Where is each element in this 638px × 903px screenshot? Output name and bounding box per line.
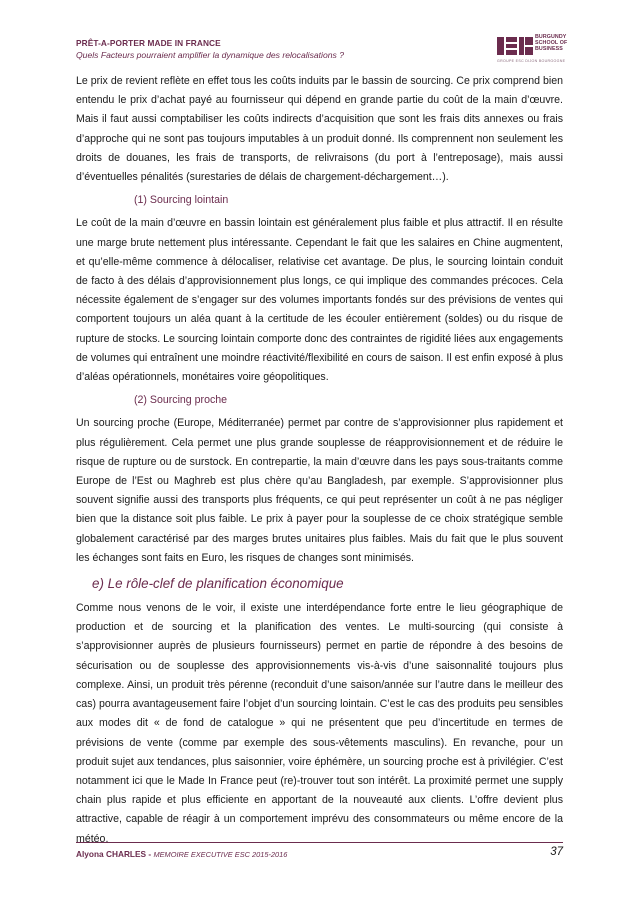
bsb-logo-mark-icon: [497, 35, 533, 57]
footer-author: Alyona CHARLES: [76, 849, 147, 859]
footer-divider: [76, 842, 563, 843]
subheading-sourcing-lointain: (1) Sourcing lointain: [134, 194, 229, 207]
section-title-planification: e) Le rôle-clef de planification économique: [92, 576, 344, 592]
logo-line-3: BUSINESS: [535, 46, 563, 53]
header-title: PRÊT-A-PORTER MADE IN FRANCE: [76, 38, 221, 48]
logo-wordmark: [535, 34, 567, 53]
subheading-sourcing-proche: (2) Sourcing proche: [134, 394, 228, 407]
footer-memoire: MEMOIRE EXECUTIVE ESC 2015-2016: [153, 850, 288, 859]
school-logo: [497, 32, 577, 66]
page-body: [76, 72, 563, 853]
page-footer: [76, 842, 563, 862]
header-subtitle: Quels Facteurs pourraient amplifier la dynamique des relocalisations ?: [76, 50, 344, 60]
paragraph-planification: Comme nous venons de le voir, il existe une interdépendance forte entre le lieu géographique de production et de sourcing et la planification des ventes. Le multi-sourcing (qui consiste à s’approvisionner auprès de plusieurs fournisseurs) permet en partie de répondre à des besoins de sécurisation ou de souplesse des approvisionnements vis-à-vis d’une saisonnalité toujours plus complexe. Ainsi, un produit très pérenne (reconduit d’une saison/année sur l’autre dans le meilleur des cas) pourra avantageusement faire l’objet d’un sourcing lointain. C’est le cas des produits peu sensibles aux modes dit « de fond de catalogue » qui ne présentent que peu d’incertitude en termes de prévisions de vente (comme par exemple des sous-vêtements masculins). En revanche, pour un produit sujet aux tendances, plus saisonnier, voire éphémère, un sourcing proche est à privilégier. C’est notamment ici que le Made In France peut (re)-trouver tout son intérêt. La proximité permet une supply chain plus rapide et plus efficiente en apportant de la nouveauté aux clients. L’offre devient plus attractive, capable de réagir à un comportement imprévu des consommateurs ou même encore de la météo.: [76, 602, 563, 845]
logo-tagline: GROUPE ESC DIJON BOURGOGNE: [497, 59, 566, 63]
logo-line-2: SCHOOL OF: [535, 40, 568, 47]
paragraph-sourcing-proche: Un sourcing proche (Europe, Méditerranée) permet par contre de s’approvisionner plus rapidement et plus régulièrement. Cela permet une plus grande souplesse de réapprovisionnement et de réduire le risque de rupture ou de surstock. En contrepartie, la main d’œuvre dans les pays sous-traitants comme Europe de l’Est ou Maghreb est plus chère qu’au Bangladesh, par exemple. S’approvisionner plus souvent signifie aussi des transports plus fréquents, ce qui peut représenter un coût à ne pas négliger bien que la distance soit plus faible. Le prix à payer pour la souplesse de ce choix stratégique semble globalement caractérisé par des marges brutes unitaires plus faibles. Mais du fait que le plus souvent les échanges sont faits en Euro, les risques de changes sont minimisés.: [76, 417, 563, 564]
paragraph-sourcing-lointain: Le coût de la main d’œuvre en bassin lointain est généralement plus faible et plus attractif. Il en résulte une marge brute nettement plus intéressante. Cependant le fait que les salaires en Chine augmentent, et qu’elle-même commence à délocaliser, relativise cet avantage. De plus, le sourcing lointain conduit de facto à des délais d’approvisionnement plus longs, ce qui implique des commandes précoces. Cela nécessite également de s’engager sur des volumes importants fondés sur des prévisions de ventes qui comportent toujours un aléa quant à la certitude de les écouler entièrement (soldes) ou du risque de rupture de stocks. Le sourcing lointain comporte donc des contraintes de rigidité liées aux engagements de volumes qui entraînent une moindre réactivité/flexibilité en cours de saison. Il est enfin exposé à plus d’aléas opérationnels, monétaires voire géopolitiques.: [76, 217, 564, 384]
page-number: 37: [550, 846, 563, 858]
footer-separator: -: [146, 849, 154, 859]
footer-credit: [76, 849, 287, 859]
paragraph-prix-de-revient: Le prix de revient reflète en effet tous les coûts induits par le bassin de sourcing. Ce prix comprend bien entendu le prix d’achat payé au fournisseur qui dépend en grande partie du coût de la main d’œuvre. Mais il faut aussi comptabiliser les coûts indirects d’acquisition que sont les frais dits annexes ou frais d’approche qui ne sont pas toujours imputables à un produit donné. Ils comprennent non seulement les droits de douanes, les frais de transports, de relivraisons (du port à l’entreposage), mais aussi d’éventuelles pénalités (surestaries de délais de chargement-déchargement…).: [76, 75, 563, 184]
logo-line-1: BURGUNDY: [535, 34, 567, 40]
